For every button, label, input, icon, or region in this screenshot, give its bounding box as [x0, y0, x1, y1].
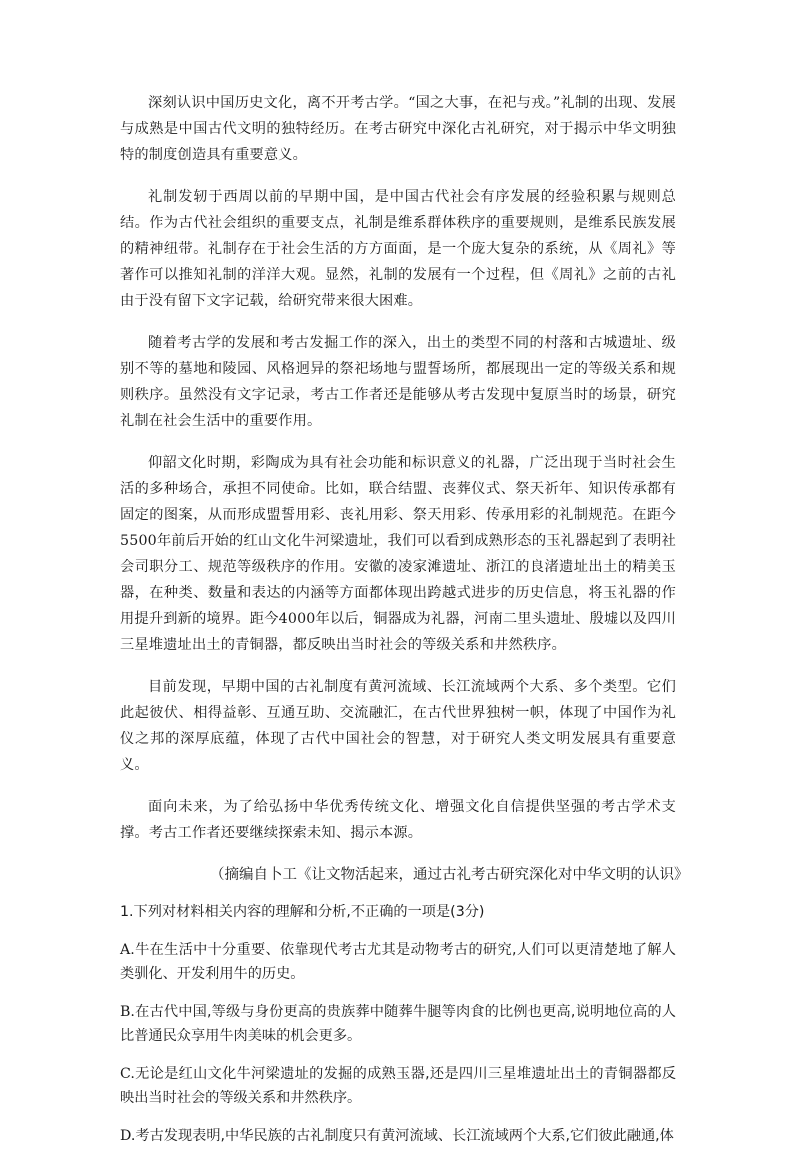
option-b — [120, 1000, 676, 1048]
question-block — [120, 900, 676, 1148]
article-paragraph-1: 深刻认识中国历史文化，离不开考古学。“国之大事，在祀与戎。”礼制的出现、发展与成熟是中国古代文明的独特经历。在考古研究中深化古礼研究，对于揭示中华文明独特的制度创造具有重要意义。 — [120, 95, 676, 163]
article-paragraph-3: 随着考古学的发展和考古发掘工作的深入，出土的类型不同的村落和古城遗址、级别不等的墓地和陵园、风格迥异的祭祀场地与盟誓场所，都展现出一定的等级关系和规则秩序。虽然没有文字记录，考古工作者还是能够从考古发现中复原当时的场景，研究礼制在社会生活中的重要作用。 — [120, 335, 676, 429]
article-source: （摘编自卜工《让文物活起来，通过古礼考古研究深化对中华文明的认识》 — [210, 867, 689, 883]
article-paragraph-4: 仰韶文化时期，彩陶成为具有社会功能和标识意义的礼器，广泛出现于当时社会生活的多种场合，承担不同使命。比如，联合结盟、丧葬仪式、祭天祈年、知识传承都有固定的图案，从而形成盟誓用彩、丧礼用彩、祭天用彩、传承用彩的礼制规范。在距今5500年前后开始的红山文化牛河梁遗址，我们可以看到成熟形态的玉礼器起到了表明社会司职分工、规范等级秩序的作用。安徽的凌家滩遗址、浙江的良渚遗址出土的精美玉器，在种类、数量和表达的内涵等方面都体现出跨越式进步的历史信息，将玉礼器的作用提升到新的境界。距今4000年以后，铜器成为礼器，河南二里头遗址、殷墟以及四川三星堆遗址出土的青铜器，都反映出当时社会的等级关系和井然秩序。 — [120, 455, 676, 653]
option-a-text: 牛在生活中十分重要、依靠现代考古尤其是动物考古的研究,人们可以更清楚地了解人类驯化、开发利用牛的历史。 — [120, 942, 676, 982]
document-page — [120, 90, 689, 1162]
option-c-text: 无论是红山文化牛河梁遗址的发掘的成熟玉器,还是四川三星堆遗址出土的青铜器都反映出当时社会的等级关系和井然秩序。 — [120, 1066, 676, 1106]
option-d-letter: D. — [120, 1128, 136, 1144]
option-d — [120, 1124, 676, 1148]
option-b-letter: B. — [120, 1004, 135, 1020]
option-a — [120, 938, 676, 986]
article-paragraph-6: 面向未来，为了给弘扬中华优秀传统文化、增强文化自信提供坚强的考古学术支撑。考古工作者还要继续探索未知、揭示本源。 — [120, 799, 676, 841]
option-b-text: 在古代中国,等级与身份更高的贵族葬中随葬牛腿等肉食的比例也更高,说明地位高的人比普通民众享用牛肉美味的机会更多。 — [120, 1004, 676, 1044]
option-c — [120, 1062, 676, 1110]
article-paragraph-2: 礼制发轫于西周以前的早期中国，是中国古代社会有序发展的经验积累与规则总结。作为古代社会组织的重要支点，礼制是维系群体秩序的重要规则，是维系民族发展的精神纽带。礼制存在于社会生活的方方面面，是一个庞大复杂的系统，从《周礼》等著作可以推知礼制的洋洋大观。显然，礼制的发展有一个过程，但《周礼》之前的古礼由于没有留下文字记载，给研究带来很大困难。 — [120, 189, 676, 309]
option-d-text: 考古发现表明,中华民族的古礼制度只有黄河流域、长江流域两个大系,它们彼此融通,体 — [135, 1128, 674, 1144]
option-c-letter: C. — [120, 1066, 135, 1082]
article — [120, 90, 689, 888]
article-paragraph-5: 目前发现，早期中国的古礼制度有黄河流域、长江流域两个大系、多个类型。它们此起彼伏、相得益彰、互通互助、交流融汇，在古代世界独树一帜，体现了中国作为礼仪之邦的深厚底蕴，体现了古代中国社会的智慧，对于研究人类文明发展具有重要意义。 — [120, 679, 676, 773]
option-a-letter: A. — [120, 942, 135, 958]
question-stem: 1.下列对材料相关内容的理解和分析,不正确的一项是(3分) — [120, 904, 485, 920]
